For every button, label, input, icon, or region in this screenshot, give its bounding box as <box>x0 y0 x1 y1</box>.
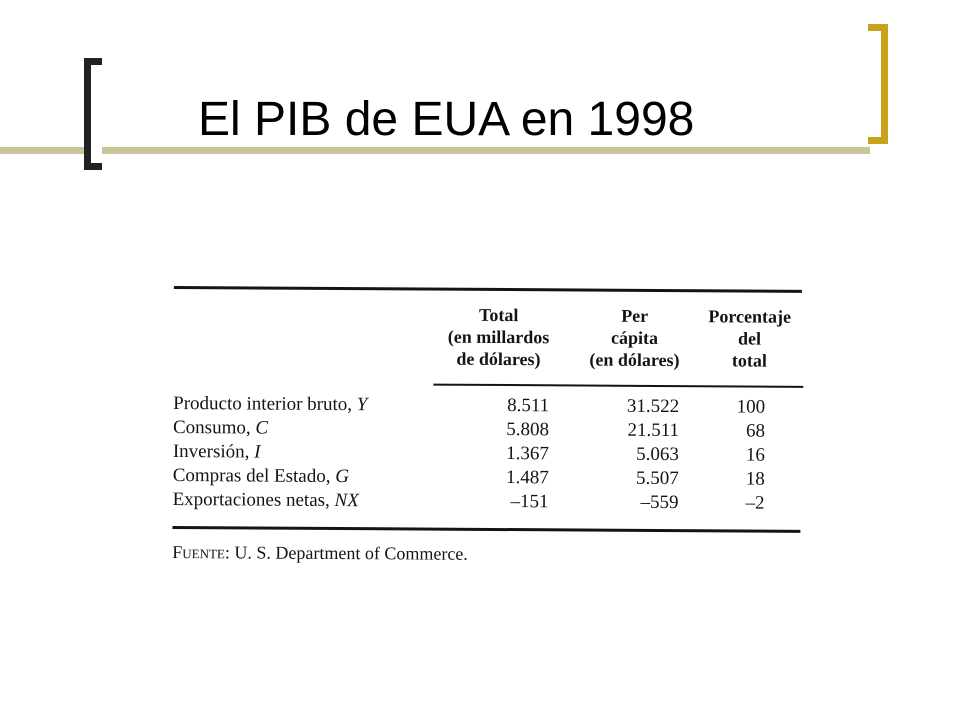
cell-per-capita: –559 <box>640 491 679 514</box>
row-label: Consumo, C <box>172 417 269 439</box>
right-bracket-decoration <box>868 24 888 144</box>
table-source-note <box>172 540 468 566</box>
table-bottom-rule <box>172 526 800 533</box>
cell-per-capita: 31.522 <box>626 395 680 418</box>
cell-per-capita: 21.511 <box>627 419 680 442</box>
cell-total: 1.367 <box>506 443 549 465</box>
slide-title: El PIB de EUA en 1998 <box>198 93 695 146</box>
cell-per-capita: 5.507 <box>635 467 679 490</box>
cell-total: 8.511 <box>507 395 550 417</box>
column-header-percentage: Porcentaje del total <box>708 306 792 371</box>
table-header-rule <box>433 384 803 388</box>
table-body <box>171 392 808 516</box>
cell-total: 1.487 <box>505 467 549 489</box>
row-label: Inversión, I <box>172 441 261 463</box>
source-label: Fuente: <box>172 542 230 563</box>
cell-total: 5.808 <box>506 419 550 441</box>
row-label: Compras del Estado, G <box>172 465 350 488</box>
title-underline <box>0 147 870 154</box>
row-label: Exportaciones netas, NX <box>172 489 359 512</box>
cell-percentage: 68 <box>745 420 766 442</box>
gdp-table-image <box>170 270 808 584</box>
column-header-total: Total (en millardos de dólares) <box>447 304 550 370</box>
cell-percentage: –2 <box>745 492 765 514</box>
cell-total: –151 <box>510 491 549 513</box>
cell-percentage: 100 <box>736 396 766 418</box>
left-bracket-decoration <box>84 58 102 170</box>
table-row <box>171 488 807 516</box>
column-header-per-capita: Per cápita (en dólares) <box>589 305 680 371</box>
cell-percentage: 16 <box>745 444 765 466</box>
cell-per-capita: 5.063 <box>636 443 679 466</box>
cell-percentage: 18 <box>745 468 765 490</box>
table-top-rule <box>174 286 802 293</box>
source-text: U. S. Department of Commerce. <box>229 542 468 564</box>
row-label: Producto interior bruto, Y <box>173 393 368 416</box>
